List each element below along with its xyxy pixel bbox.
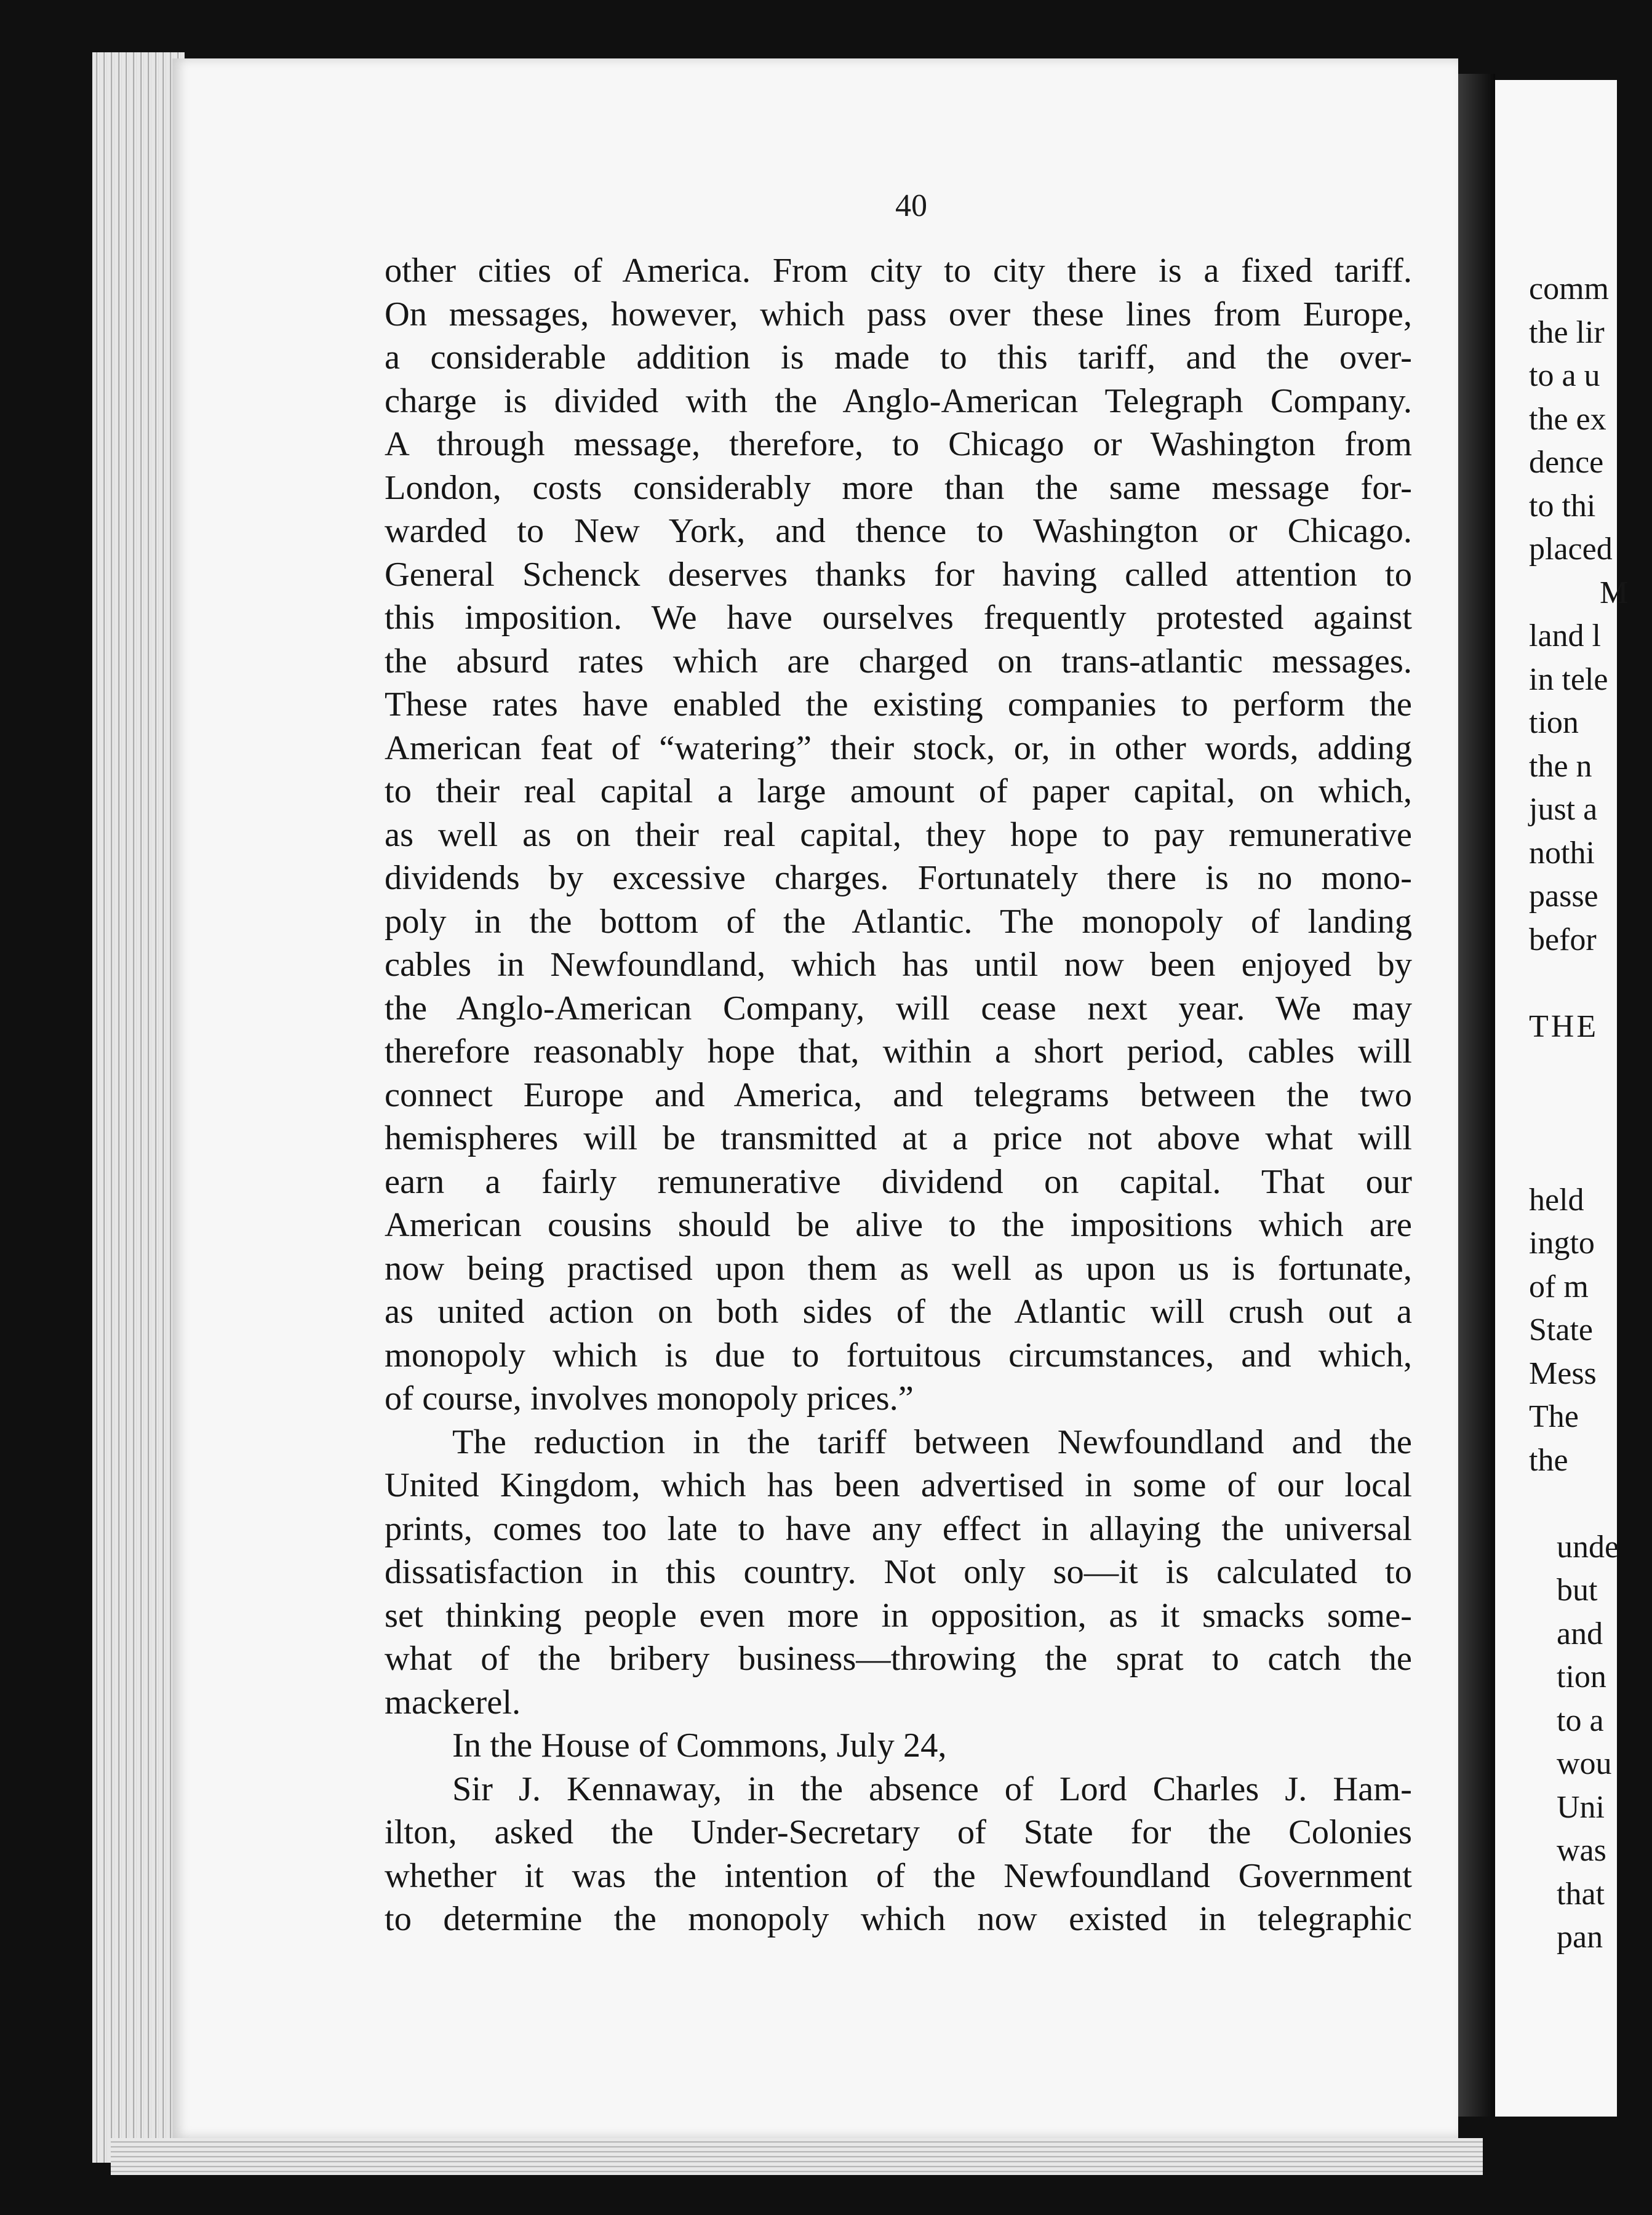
page-number: 40: [895, 188, 927, 223]
facing-text-line: tion: [1529, 705, 1579, 740]
facing-text-line: and: [1557, 1616, 1603, 1651]
text-line: ilton, asked the Under-Secretary of State for the Colonies: [385, 1813, 1412, 1851]
facing-text-line: in tele: [1529, 661, 1608, 697]
text-line: A through message, therefore, to Chicago or Washington from: [385, 425, 1412, 463]
facing-text-line: nothi: [1529, 835, 1595, 871]
text-line: American cousins should be alive to the impositions which are: [385, 1206, 1412, 1244]
text-line: whether it was the intention of the Newfoundland Government: [385, 1856, 1412, 1895]
facing-text-line: the ex: [1529, 401, 1606, 437]
text-line: earn a fairly remunerative dividend on capital. That our: [385, 1162, 1412, 1201]
facing-text-line: the lir: [1529, 314, 1605, 350]
text-line: charge is divided with the Anglo-American Telegraph Company.: [385, 381, 1412, 420]
text-line: hemispheres will be transmitted at a price not above what will: [385, 1119, 1412, 1157]
facing-text-line: The: [1529, 1399, 1579, 1434]
facing-text-gap: [1529, 962, 1652, 1005]
text-line: prints, comes too late to have any effect in allaying the universal: [385, 1509, 1412, 1548]
text-line: On messages, however, which pass over these lines from Europe,: [385, 295, 1412, 333]
facing-text-line: but: [1557, 1573, 1598, 1608]
facing-text-line: pan: [1557, 1920, 1603, 1955]
text-line: The reduction in the tariff between Newfoundland and the: [452, 1423, 1412, 1461]
text-line: These rates have enabled the existing companies to perform the: [385, 685, 1412, 724]
facing-text-line: Mess: [1529, 1355, 1597, 1391]
text-line: warded to New York, and thence to Washington or Chicago.: [385, 512, 1412, 550]
text-line: this imposition. We have ourselves frequently protested against: [385, 599, 1412, 637]
facing-text-line: Uni: [1557, 1789, 1605, 1825]
text-line: other cities of America. From city to city there is a fixed tariff.: [385, 252, 1412, 290]
facing-text-gap: [1529, 1092, 1652, 1136]
facing-text-line: State: [1529, 1312, 1593, 1347]
text-line: now being practised upon them as well as upon us is fortunate,: [385, 1249, 1412, 1288]
text-line: London, costs considerably more than the same message for-: [385, 468, 1412, 507]
facing-text-line: befor: [1529, 922, 1597, 957]
facing-text-line: to a u: [1529, 358, 1600, 393]
text-line: of course, involves monopoly prices.”: [385, 1379, 914, 1418]
bottom-page-edges: [111, 2138, 1483, 2175]
facing-text-line: wou: [1557, 1746, 1612, 1781]
text-line: monopoly which is due to fortuitous circumstances, and which,: [385, 1336, 1412, 1375]
text-line: dissatisfaction in this country. Not only so—it is calculated to: [385, 1553, 1412, 1591]
facing-text-line: ingto: [1529, 1226, 1595, 1261]
text-line: therefore reasonably hope that, within a short period, cables will: [385, 1032, 1412, 1071]
facing-text-line: land l: [1529, 618, 1601, 653]
facing-text-line: unde: [1557, 1529, 1619, 1565]
text-line: the absurd rates which are charged on trans-atlantic messages.: [385, 642, 1412, 680]
facing-text-line: dence: [1529, 445, 1604, 480]
text-line: American feat of “watering” their stock, or, in other words, adding: [385, 728, 1412, 767]
text-line: the Anglo-American Company, will cease next year. We may: [385, 989, 1412, 1028]
facing-heading: THE: [1529, 1008, 1599, 1044]
text-line: poly in the bottom of the Atlantic. The monopoly of landing: [385, 902, 1412, 941]
facing-text-line: the n: [1529, 748, 1592, 784]
facing-text-line: that: [1557, 1876, 1605, 1912]
text-line: General Schenck deserves thanks for having called attention to: [385, 555, 1412, 594]
facing-text-gap: [1529, 1482, 1652, 1526]
book-gutter: [1458, 74, 1495, 2117]
text-line: Sir J. Kennaway, in the absence of Lord Charles J. Ham-: [452, 1770, 1412, 1808]
text-line: connect Europe and America, and telegrams between the two: [385, 1076, 1412, 1114]
page-edges: [92, 52, 185, 2163]
text-line: set thinking people even more in opposition, as it smacks some-: [385, 1596, 1412, 1635]
facing-text-line: passe: [1529, 879, 1598, 914]
facing-text-line: tion: [1557, 1659, 1606, 1694]
text-line: mackerel.: [385, 1683, 521, 1722]
facing-text-line: the: [1529, 1442, 1568, 1478]
text-line: dividends by excessive charges. Fortunately there is no mono-: [385, 859, 1412, 897]
text-line: cables in Newfoundland, which has until now been enjoyed by: [385, 946, 1412, 984]
facing-page-text: [1529, 268, 1652, 1960]
facing-text-gap: [1529, 1048, 1652, 1092]
text-line: as united action on both sides of the Atlantic will crush out a: [385, 1293, 1412, 1331]
text-line: to determine the monopoly which now existed in telegraphic: [385, 1900, 1412, 1938]
facing-text-gap: [1529, 1135, 1652, 1179]
facing-text-line: to thi: [1529, 488, 1596, 524]
facing-text-line: comm: [1529, 271, 1609, 306]
text-line: to their real capital a large amount of paper capital, on which,: [385, 772, 1412, 810]
text-line: what of the bribery business—throwing the sprat to catch the: [385, 1640, 1412, 1678]
facing-text-line: was: [1557, 1833, 1606, 1868]
page-text: [385, 249, 1412, 1941]
facing-text-line: placed: [1529, 532, 1613, 567]
text-line: United Kingdom, which has been advertised in some of our local: [385, 1466, 1412, 1504]
text-line: In the House of Commons, July 24,: [452, 1726, 947, 1765]
facing-text-line: M: [1600, 575, 1629, 610]
facing-text-line: held: [1529, 1182, 1584, 1218]
facing-text-line: just a: [1529, 792, 1598, 827]
facing-text-line: to a: [1557, 1702, 1604, 1738]
text-line: a considerable addition is made to this tariff, and the over-: [385, 338, 1412, 377]
text-line: as well as on their real capital, they hope to pay remunerative: [385, 815, 1412, 854]
facing-text-line: of m: [1529, 1269, 1589, 1304]
